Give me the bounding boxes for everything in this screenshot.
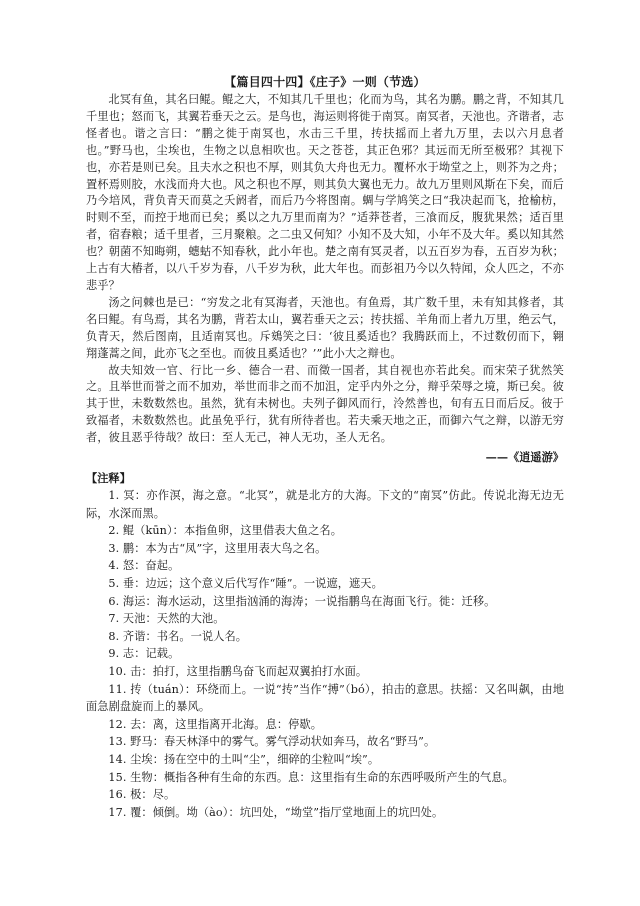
notes-heading: 【注释】 <box>86 471 131 486</box>
note-item: 4. 怒：奋起。 <box>108 559 180 573</box>
note-item: 7. 天池：天然的大池。 <box>108 612 225 626</box>
note-item: 13. 野马：春天林泽中的雾气。雾气浮动状如奔马，故名“野马”。 <box>108 735 436 749</box>
note-item: 9. 志：记载。 <box>108 647 180 661</box>
document-title: 【篇目四十四】《庄子》一则（节选） <box>224 75 426 89</box>
note-item: 17. 覆：倾倒。坳（ào）：坑凹处，“坳堂”指厅堂地面上的坑凹处。 <box>108 805 444 819</box>
note-item: 8. 齐谐：书名。一说人名。 <box>108 629 248 643</box>
note-item: 2. 鲲（kūn）：本指鱼卵，这里借表大鱼之名。 <box>108 524 342 538</box>
document-page <box>86 74 564 821</box>
note-item: 11. 抟（tuán）：环绕而上。一说“抟”当作“搏”（bó），拍击的意思。扶摇：又名叫飙，由地面急剧盘旋而上的暴风。 <box>86 682 564 714</box>
note-item: 5. 垂：边远；这个意义后代写作“陲”。一说遮，遮天。 <box>108 577 383 590</box>
note-item: 3. 鹏：本为古“凤”字，这里用表大鸟之名。 <box>108 541 327 555</box>
note-item: 1. 冥：亦作溟，海之意。“北冥”，就是北方的大海。下文的“南冥”仿此。传说北海无边无际，水深而黑。 <box>86 489 564 520</box>
note-item: 12. 去：离，这里指离开北海。息：停歇。 <box>108 717 323 731</box>
note-item: 14. 尘埃：扬在空中的土叫“尘”，细碎的尘粒叫“埃”。 <box>108 752 380 766</box>
source-attribution: ——《逍遥游》 <box>485 450 564 465</box>
paragraph-2: 汤之问棘也是已：“穷发之北有冥海者，天池也。有鱼焉，其广数千里，未有知其修者，其名曰鲲。有鸟焉，其名为鹏，背若太山，翼若垂天之云；抟扶摇、羊角而上者九万里，绝云气，负青天，然后图南，且适南冥也。斥鴳笑之曰：‘彼且奚适也？我腾跃而上，不过数仞而下，翱翔蓬蒿之间，此亦飞之至也。而彼且奚适也？’”此小大之辩也。 <box>86 295 564 360</box>
note-item: 16. 极：尽。 <box>108 788 176 802</box>
note-item: 10. 击：拍打，这里指鹏鸟奋飞而起双翼拍打水面。 <box>108 664 368 678</box>
paragraph-3: 故夫知效一官、行比一乡、德合一君、而徵一国者，其自视也亦若此矣。而宋荣子犹然笑之。且举世而誉之而不加劝，举世而非之而不加沮，定乎内外之分，辩乎荣辱之境，斯已矣。彼其于世，未数数然也。虽然，犹有未树也。夫列子御风而行，泠然善也，旬有五日而后反。彼于致福者，未数数然也。此虽免乎行，犹有所待者也。若夫乘天地之正，而御六气之辩，以游无穷者，彼且恶乎待哉？故曰：至人无己，神人无功，圣人无名。 <box>86 363 564 445</box>
note-item: 15. 生物：概指各种有生命的东西。息：这里指有生命的东西呼吸所产生的气息。 <box>108 770 514 784</box>
note-item: 6. 海运：海水运动，这里指汹涌的海涛；一说指鹏鸟在海面飞行。徙：迁移。 <box>108 594 496 608</box>
notes-list <box>86 487 564 821</box>
paragraph-1: 北冥有鱼，其名曰鲲。鲲之大，不知其几千里也；化而为鸟，其名为鹏。鹏之背，不知其几千里也；怒而飞，其翼若垂天之云。是鸟也，海运则将徙于南冥。南冥者，天池也。齐谐者，志怪者也。谐之言曰：“鹏之徙于南冥也，水击三千里，抟扶摇而上者九万里，去以六月息者也。”野马也，尘埃也，生物之以息相吹也。天之苍苍，其正色邪？其远而无所至极邪？其视下也，亦若是则已矣。且夫水之积也不厚，则其负大舟也无力。覆杯水于坳堂之上，则芥为之舟；置杯焉则胶，水浅而舟大也。风之积也不厚，则其负大翼也无力。故九万里则风斯在下矣，而后乃今培风，背负青天而莫之夭阏者，而后乃今将图南。蜩与学鸠笑之曰“我决起而飞，抢榆枋，时则不至，而控于地而已矣；奚以之九万里而南为？”适莽苍者，三飡而反，腹犹果然；适百里者，宿舂粮；适千里者，三月聚粮。之二虫又何知？小知不及大知，小年不及大年。奚以知其然也？朝菌不知晦朔，蟪蛄不知春秋，此小年也。楚之南有冥灵者，以五百岁为春，五百岁为秋；上古有大椿者，以八千岁为春，八千岁为秋，此大年也。而彭祖乃今以久特闻，众人匹之，不亦悲乎？ <box>86 93 564 292</box>
